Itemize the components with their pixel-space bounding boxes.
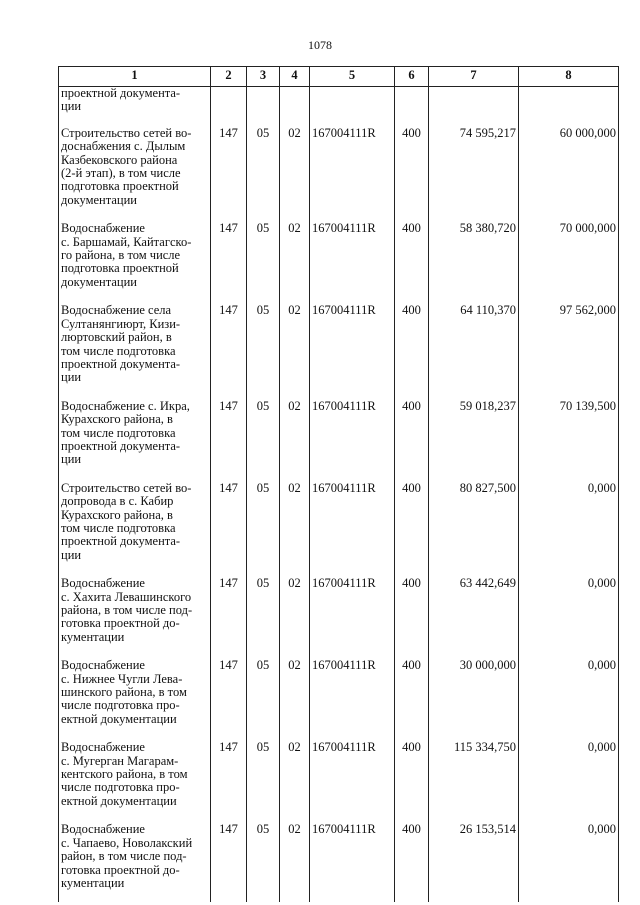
table-row [59,479,619,574]
cell-amount-col7 [429,87,519,124]
object-name-line: район, в том числе под- [61,849,187,864]
object-name-line: Султанянгиюрт, Кизи- [61,316,181,331]
table-row [59,820,619,902]
object-name-line: Строительство сетей во- [61,480,192,495]
object-name-line: числе подготовка про- [61,780,180,795]
table-row [59,397,619,479]
cell-section: 05 [247,656,280,738]
cell-ministry-code: 147 [211,479,247,574]
object-name-line: ции [61,452,82,467]
object-name-line: документации [61,274,137,289]
object-name-line: шинского района, в том [61,685,187,700]
object-name-line: с. Нижнее Чугли Лева- [61,671,183,686]
object-name-line: проектной документа- [61,438,181,453]
object-name-line: Водоснабжение [61,740,145,755]
table-body [59,87,619,903]
cell-expense-type: 400 [395,574,429,656]
cell-target-article [310,87,395,124]
cell-object-name [59,219,211,301]
object-name-line: Водоснабжение [61,822,145,837]
table-row [59,87,619,124]
cell-subsection: 02 [280,574,310,656]
cell-expense-type: 400 [395,397,429,479]
column-header: 8 [519,67,619,87]
cell-amount-col8: 97 562,000 [519,301,619,396]
cell-amount-col8: 0,000 [519,656,619,738]
object-name-line: (2-й этап), в том числе [61,166,181,181]
cell-ministry-code: 147 [211,124,247,219]
cell-ministry-code: 147 [211,574,247,656]
object-name-line: с. Чапаево, Новолакский [61,835,193,850]
cell-subsection: 02 [280,397,310,479]
object-name-line: Водоснабжение с. Икра, [61,398,190,413]
object-name-line: люртовский район, в [61,330,172,345]
cell-target-article: 167004111R [310,397,395,479]
cell-object-name [59,656,211,738]
cell-amount-col7: 30 000,000 [429,656,519,738]
table-row [59,301,619,396]
cell-object-name [59,124,211,219]
cell-object-name [59,738,211,820]
cell-section [247,87,280,124]
object-name-line: допровода в с. Кабир [61,494,174,509]
cell-amount-col8: 0,000 [519,738,619,820]
column-header: 5 [310,67,395,87]
cell-amount-col7: 26 153,514 [429,820,519,902]
cell-subsection: 02 [280,820,310,902]
cell-target-article: 167004111R [310,219,395,301]
cell-target-article: 167004111R [310,124,395,219]
cell-amount-col8: 70 139,500 [519,397,619,479]
object-name-line: доснабжения с. Дылым [61,139,186,154]
cell-ministry-code: 147 [211,820,247,902]
cell-expense-type: 400 [395,219,429,301]
column-header: 4 [280,67,310,87]
cell-ministry-code [211,87,247,124]
cell-ministry-code: 147 [211,301,247,396]
cell-object-name [59,479,211,574]
cell-amount-col8 [519,87,619,124]
cell-amount-col7: 80 827,500 [429,479,519,574]
cell-section: 05 [247,738,280,820]
cell-expense-type: 400 [395,656,429,738]
page-number: 1078 [308,38,332,52]
cell-expense-type: 400 [395,301,429,396]
cell-ministry-code: 147 [211,397,247,479]
cell-target-article: 167004111R [310,656,395,738]
object-name-line: проектной документа- [61,86,181,100]
cell-section: 05 [247,124,280,219]
table-row [59,219,619,301]
cell-subsection: 02 [280,479,310,574]
object-name-line: ции [61,547,82,562]
cell-target-article: 167004111R [310,479,395,574]
table-row [59,574,619,656]
cell-amount-col8: 0,000 [519,574,619,656]
object-name-line: кументации [61,629,125,644]
cell-object-name [59,301,211,396]
cell-subsection: 02 [280,219,310,301]
object-name-line: документации [61,192,137,207]
column-header: 2 [211,67,247,87]
object-name-line: Курахского района, в [61,412,173,427]
cell-section: 05 [247,574,280,656]
cell-amount-col7: 115 334,750 [429,738,519,820]
object-name-line: го района, в том числе [61,248,181,263]
cell-section: 05 [247,820,280,902]
cell-amount-col8: 60 000,000 [519,124,619,219]
object-name-line: подготовка проектной [61,261,179,276]
cell-amount-col7: 74 595,217 [429,124,519,219]
cell-amount-col8: 0,000 [519,479,619,574]
object-name-line: с. Мугерган Магарам- [61,753,179,768]
object-name-line: района, в том числе под- [61,603,193,617]
cell-amount-col7: 64 110,370 [429,301,519,396]
object-name-line: с. Хахита Левашинского [61,589,192,604]
object-name-line: Курахского района, в [61,507,173,522]
object-name-line: с. Баршамай, Кайтагско- [61,234,192,249]
object-name-line: Строительство сетей во- [61,125,192,140]
cell-amount-col8: 70 000,000 [519,219,619,301]
object-name-line: Водоснабжение [61,221,145,236]
object-name-line: ции [61,99,82,114]
cell-amount-col7: 58 380,720 [429,219,519,301]
cell-expense-type [395,87,429,124]
cell-amount-col7: 63 442,649 [429,574,519,656]
cell-target-article: 167004111R [310,820,395,902]
table-row [59,738,619,820]
cell-expense-type: 400 [395,124,429,219]
object-name-line: готовка проектной до- [61,862,180,877]
cell-expense-type: 400 [395,479,429,574]
object-name-line: числе подготовка про- [61,698,180,713]
cell-target-article: 167004111R [310,738,395,820]
cell-section: 05 [247,219,280,301]
column-header: 1 [59,67,211,87]
cell-target-article: 167004111R [310,301,395,396]
object-name-line: ектной документации [61,793,177,808]
object-name-line: проектной документа- [61,356,181,371]
cell-section: 05 [247,397,280,479]
table-row [59,656,619,738]
cell-subsection: 02 [280,124,310,219]
cell-subsection: 02 [280,738,310,820]
object-name-line: проектной документа- [61,534,181,549]
object-name-line: Водоснабжение села [61,303,172,318]
object-name-line: готовка проектной до- [61,616,180,631]
column-header: 6 [395,67,429,87]
cell-amount-col7: 59 018,237 [429,397,519,479]
column-header: 3 [247,67,280,87]
object-name-line: Казбековского района [61,152,178,167]
column-header-row [59,67,619,87]
cell-section: 05 [247,479,280,574]
cell-object-name [59,397,211,479]
cell-ministry-code: 147 [211,656,247,738]
object-name-line: том числе подготовка [61,425,176,440]
table-row [59,124,619,219]
object-name-line: ектной документации [61,711,177,726]
object-name-line: кументации [61,875,125,890]
cell-expense-type: 400 [395,738,429,820]
cell-subsection: 02 [280,656,310,738]
cell-amount-col8: 0,000 [519,820,619,902]
column-header: 7 [429,67,519,87]
object-name-line: кентского района, в том [61,767,188,782]
cell-object-name [59,574,211,656]
budget-table [58,66,619,902]
cell-target-article: 167004111R [310,574,395,656]
object-name-line: том числе подготовка [61,343,176,358]
cell-subsection [280,87,310,124]
cell-subsection: 02 [280,301,310,396]
object-name-line: ции [61,370,82,385]
cell-section: 05 [247,301,280,396]
object-name-line: Водоснабжение [61,658,145,673]
object-name-line: том числе подготовка [61,520,176,535]
object-name-line: Водоснабжение [61,576,145,591]
object-name-line: подготовка проектной [61,179,179,194]
cell-ministry-code: 147 [211,219,247,301]
cell-object-name [59,87,211,124]
cell-ministry-code: 147 [211,738,247,820]
cell-object-name [59,820,211,902]
cell-expense-type: 400 [395,820,429,902]
